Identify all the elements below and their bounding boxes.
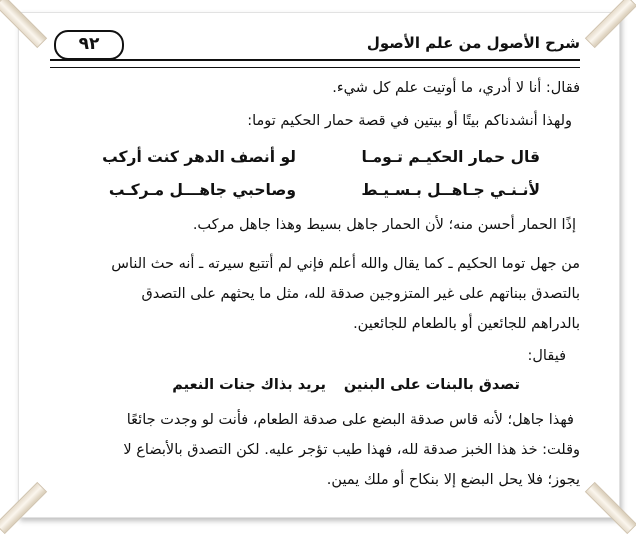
page-header xyxy=(50,30,580,58)
poem2-right: تصدق بالبنات على البنين xyxy=(343,377,520,393)
paragraph2-line2: بالتصدق ببناتهم على غير المتزوجين صدقة لله، مثل ما يحثهم على التصدق xyxy=(141,286,580,302)
poem1-verse2-left: وصاحبي جاهـــل مـركـب xyxy=(108,181,296,199)
paragraph2-line1: من جهل توما الحكيم ـ كما يقال والله أعلم فإني لم أتتبع سيرته ـ أنه حث الناس xyxy=(111,256,580,272)
poem1-verse2-right: لأنـنـي جـاهــل بـسـيـط xyxy=(361,181,540,199)
page-number-badge: ٩٢ xyxy=(54,30,124,60)
paragraph3-line3: يجوز؛ فلا يحل البضع إلا بنكاح أو ملك يمين. xyxy=(326,472,580,488)
book-title: شرح الأصول من علم الأصول xyxy=(366,34,580,52)
paragraph3-line2: وقلت: خذ هذا الخبز صدقة لله، فهذا طيب تؤجر عليه. لكن التصدق بالأبضاع لا xyxy=(123,442,580,458)
then-said-line: فيقال: xyxy=(527,348,566,364)
page-content xyxy=(50,22,580,512)
header-rule xyxy=(50,59,580,68)
intro-line: فقال: أنا لا أدري، ما أوتيت علم كل شيء. xyxy=(332,80,580,96)
poem1-verse1-right: قال حمار الحكيـم تـومـا xyxy=(361,148,540,166)
poem2-left: يريد بذاك جنات النعيم xyxy=(172,377,326,393)
poem1-verse1-left: لو أنصف الدهر كنت أركب xyxy=(102,148,296,166)
paragraph3-line1: فهذا جاهل؛ لأنه قاس صدقة البضع على صدقة الطعام، فأنت لو وجدت جائعًا xyxy=(126,412,574,428)
explanation-line: إذًا الحمار أحسن منه؛ لأن الحمار جاهل بسيط وهذا جاهل مركب. xyxy=(192,217,576,233)
poem-intro-line: ولهذا أنشدناكم بيتًا أو بيتين في قصة حمار الحكيم توما: xyxy=(247,113,572,129)
paragraph2-line3: بالدراهم للجائعين أو بالطعام للجائعين. xyxy=(353,316,580,332)
